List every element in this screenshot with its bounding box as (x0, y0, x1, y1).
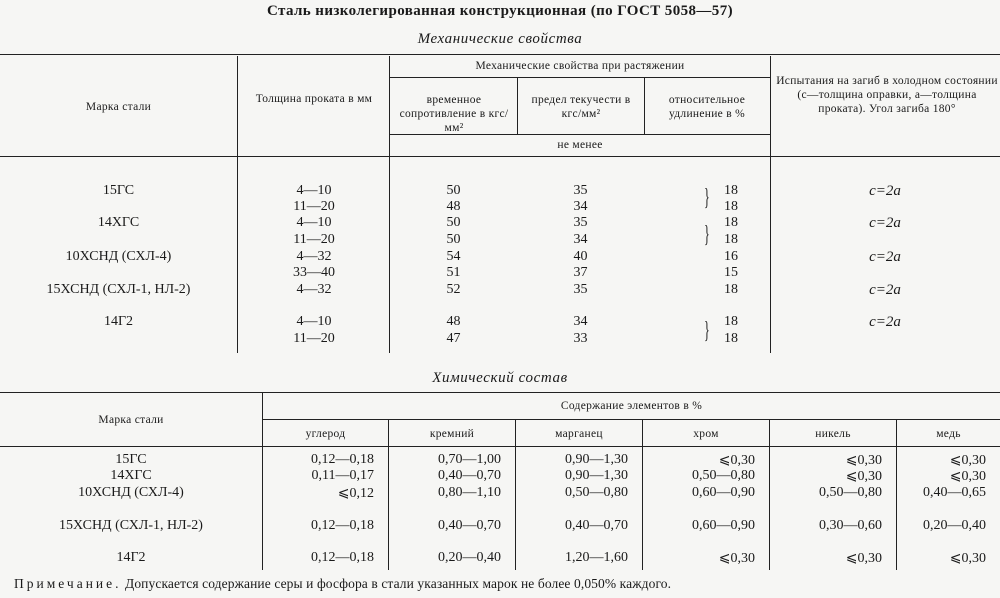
nickel-cell: ⩽0,30 (845, 469, 882, 484)
thickness-cell: 11—20 (293, 331, 335, 346)
tensile-cell: 51 (446, 265, 461, 280)
brace-icon: } (704, 318, 710, 344)
thickness-cell: 4—32 (296, 249, 332, 264)
silicon-cell: 0,20—0,40 (438, 550, 501, 565)
manganese-cell: 0,90—1,30 (565, 452, 628, 467)
manganese-header: марганец (555, 428, 603, 440)
grade-cell: 14ХГС (97, 215, 140, 230)
thickness-cell: 11—20 (293, 199, 335, 214)
yield-cell: 35 (573, 215, 588, 230)
elongation-cell: 16 (724, 249, 738, 264)
thickness-cell: 4—32 (296, 282, 332, 297)
grade-cell: 14Г2 (103, 314, 134, 329)
chemical-section-title: Химический состав (432, 370, 568, 386)
manganese-cell: 0,40—0,70 (565, 518, 628, 533)
footnote-label: Примечание. (14, 576, 122, 591)
thickness-cell: 4—10 (296, 215, 332, 230)
tensile-cell: 48 (446, 314, 461, 329)
nickel-header: никель (815, 428, 851, 440)
silicon-cell: 0,70—1,00 (438, 452, 501, 467)
chem-grade-cell: 15ХСНД (СХЛ-1, НЛ-2) (59, 518, 203, 533)
yield-cell: 37 (573, 265, 588, 280)
elongation-cell: 18 (724, 232, 738, 247)
manganese-cell: 0,50—0,80 (565, 485, 628, 500)
manganese-cell: 0,90—1,30 (565, 468, 628, 483)
footnote-text: Допускается содержание серы и фосфора в стали указанных марок не более 0,050% каждого. (125, 576, 672, 591)
min-note: не менее (557, 139, 603, 151)
nickel-cell: ⩽0,30 (845, 551, 882, 566)
carbon-cell: 0,12—0,18 (311, 452, 374, 467)
yield-cell: 35 (573, 282, 588, 297)
carbon-cell: 0,11—0,17 (311, 468, 374, 483)
grade-header: Марка стали (85, 101, 152, 113)
elongation-cell: 18 (724, 215, 738, 230)
yield-strength-header: предел текучести в кгс/мм² (531, 94, 631, 120)
silicon-cell: 0,40—0,70 (438, 518, 501, 533)
page-title: Сталь низколегированная конструкционная (по ГОСТ 5058—57) (266, 3, 734, 19)
silicon-header: кремний (429, 428, 475, 440)
thickness-cell: 4—10 (296, 183, 332, 198)
chromium-cell: ⩽0,30 (718, 551, 755, 566)
chromium-cell: 0,60—0,90 (692, 485, 755, 500)
tensile-cell: 47 (446, 331, 461, 346)
manganese-cell: 1,20—1,60 (565, 550, 628, 565)
elongation-header: относительное удлинение в % (668, 94, 746, 120)
carbon-header: углерод (305, 428, 346, 440)
thickness-cell: 33—40 (293, 265, 335, 280)
tension-group-header: Механические свойства при растяжении (475, 60, 685, 72)
tensile-cell: 50 (446, 232, 461, 247)
elongation-cell: 15 (724, 265, 738, 280)
copper-cell: 0,20—0,40 (923, 518, 986, 533)
tensile-cell: 50 (446, 215, 461, 230)
brace-icon: } (704, 185, 710, 211)
tensile-cell: 52 (446, 282, 461, 297)
chem-grade-cell: 10ХСНД (СХЛ-4) (78, 485, 184, 500)
silicon-cell: 0,80—1,10 (438, 485, 501, 500)
tensile-cell: 54 (446, 249, 461, 264)
elongation-cell: 18 (724, 331, 738, 346)
chromium-cell: 0,50—0,80 (692, 468, 755, 483)
elongation-cell: 18 (724, 199, 738, 214)
chromium-cell: 0,60—0,90 (692, 518, 755, 533)
bend-cell: с=2а (869, 282, 901, 298)
copper-cell: ⩽0,30 (949, 453, 986, 468)
nickel-cell: ⩽0,30 (845, 453, 882, 468)
chem-grade-cell: 14ХГС (110, 468, 152, 483)
bend-cell: с=2а (869, 314, 901, 330)
nickel-cell: 0,50—0,80 (819, 485, 882, 500)
nickel-cell: 0,30—0,60 (819, 518, 882, 533)
bend-cell: с=2а (869, 249, 901, 265)
elongation-cell: 18 (724, 314, 738, 329)
yield-cell: 34 (573, 314, 588, 329)
chem-grade-cell: 15ГС (115, 452, 147, 467)
carbon-cell: ⩽0,12 (337, 486, 374, 501)
bend-test-header: Испытания на загиб в холодном состоянии (с—толщина оправки, а—толщина проката). Угол загиба 180° (776, 75, 998, 115)
chem-grade-header: Марка стали (98, 414, 164, 426)
brace-icon: } (704, 222, 710, 248)
silicon-cell: 0,40—0,70 (438, 468, 501, 483)
content-group-header: Содержание элементов в % (560, 400, 703, 412)
copper-cell: ⩽0,30 (949, 469, 986, 484)
tensile-strength-header: временное сопротивление в кгс/мм² (399, 94, 509, 134)
carbon-cell: 0,12—0,18 (311, 550, 374, 565)
thickness-cell: 11—20 (293, 232, 335, 247)
yield-cell: 35 (573, 183, 588, 198)
thickness-header: Толщина проката в мм (255, 93, 373, 105)
chem-grade-cell: 14Г2 (116, 550, 146, 565)
footnote (14, 576, 671, 592)
carbon-cell: 0,12—0,18 (311, 518, 374, 533)
yield-cell: 40 (573, 249, 588, 264)
elongation-cell: 18 (724, 282, 738, 297)
elongation-cell: 18 (724, 183, 738, 198)
mechanical-section-title: Механические свойства (417, 31, 583, 47)
chromium-cell: ⩽0,30 (718, 453, 755, 468)
yield-cell: 33 (573, 331, 588, 346)
grade-cell: 15ГС (102, 183, 135, 198)
copper-cell: ⩽0,30 (949, 551, 986, 566)
tensile-cell: 50 (446, 183, 461, 198)
thickness-cell: 4—10 (296, 314, 332, 329)
yield-cell: 34 (573, 232, 588, 247)
yield-cell: 34 (573, 199, 588, 214)
bend-cell: с=2а (869, 183, 901, 199)
copper-cell: 0,40—0,65 (923, 485, 986, 500)
chromium-header: хром (693, 428, 719, 440)
tensile-cell: 48 (446, 199, 461, 214)
copper-header: медь (936, 428, 961, 440)
bend-cell: с=2а (869, 215, 901, 231)
grade-cell: 10ХСНД (СХЛ-4) (65, 249, 172, 264)
grade-cell: 15ХСНД (СХЛ-1, НЛ-2) (46, 282, 191, 297)
